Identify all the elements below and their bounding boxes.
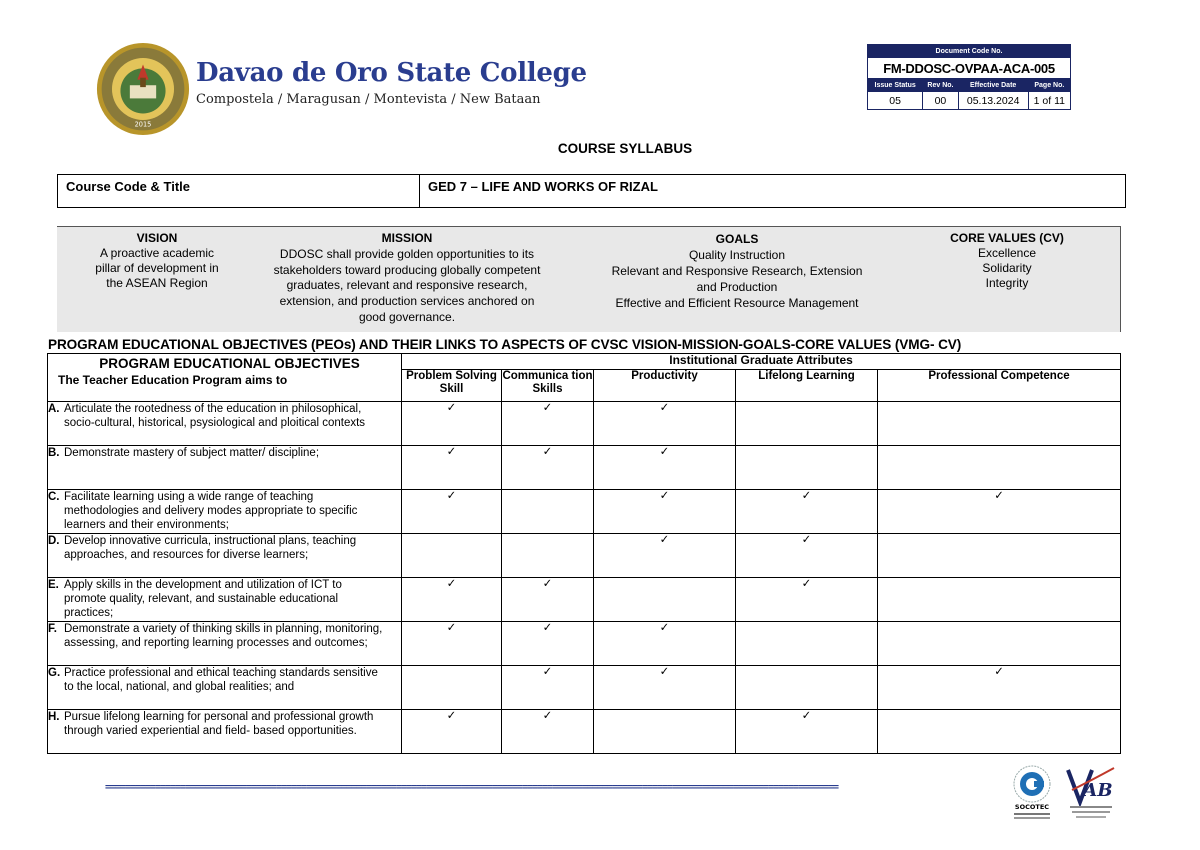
attribute-cell xyxy=(502,446,594,490)
college-name: Davao de Oro State College xyxy=(196,58,587,88)
column-header: Lifelong Learning xyxy=(736,370,878,402)
vision-heading: VISION xyxy=(136,231,178,245)
attribute-cell xyxy=(402,666,502,710)
attribute-cell xyxy=(402,402,502,446)
check-mark-icon: ✓ xyxy=(542,402,553,414)
attribute-cell xyxy=(502,534,594,578)
footer-divider: ================================================================================================================================================== xyxy=(105,783,838,793)
attribute-cell xyxy=(736,666,878,710)
check-mark-icon: ✓ xyxy=(446,578,457,590)
course-label: Course Code & Title xyxy=(58,175,420,207)
goals-line: Quality Instruction xyxy=(688,248,786,262)
objective-letter: F. xyxy=(48,623,57,635)
peo-header-cell xyxy=(48,354,402,402)
objective-cell xyxy=(48,710,402,754)
attribute-cell xyxy=(736,578,878,622)
table-row xyxy=(48,402,1121,446)
mission-line: DDOSC shall provide golden opportunities to its xyxy=(279,246,535,261)
check-mark-icon: ✓ xyxy=(542,446,553,458)
objective-letter: D. xyxy=(48,535,60,547)
attribute-cell xyxy=(402,578,502,622)
attribute-cell xyxy=(594,534,736,578)
objective-cell xyxy=(48,622,402,666)
objective-cell xyxy=(48,402,402,446)
attribute-cell xyxy=(878,490,1121,534)
peo-table xyxy=(47,353,1121,754)
objective-cell xyxy=(48,666,402,710)
mission-heading: MISSION xyxy=(381,231,433,245)
objective-text: Practice professional and ethical teaching standards sensitive to the local, national, and global realities; and xyxy=(64,667,378,693)
check-mark-icon: ✓ xyxy=(994,490,1004,502)
effective-date-label: Effective Date xyxy=(958,79,1028,92)
check-mark-icon: ✓ xyxy=(446,446,457,458)
goals-heading: GOALS xyxy=(715,232,759,246)
attribute-cell xyxy=(878,666,1121,710)
attribute-cell xyxy=(402,710,502,754)
check-mark-icon: ✓ xyxy=(801,534,812,546)
attribute-cell xyxy=(594,578,736,622)
goals-line: Relevant and Responsive Research, Extension xyxy=(611,264,863,278)
column-header: Professional Competence xyxy=(878,370,1121,402)
attribute-cell xyxy=(502,666,594,710)
document-code-box xyxy=(867,44,1071,110)
core-value-item: Integrity xyxy=(985,276,1029,290)
svg-text:AB: AB xyxy=(1083,780,1113,801)
attributes-group-header: Institutional Graduate Attributes xyxy=(402,354,1121,370)
attribute-cell xyxy=(736,710,878,754)
page-no-label: Page No. xyxy=(1028,79,1070,92)
check-mark-icon: ✓ xyxy=(659,490,670,502)
mission-line: graduates, relevant and responsive research, xyxy=(286,278,528,293)
objective-letter: H. xyxy=(48,711,60,723)
mission-block xyxy=(257,231,557,326)
check-mark-icon: ✓ xyxy=(446,490,457,502)
check-mark-icon: ✓ xyxy=(446,402,457,414)
objective-text: Apply skills in the development and utilization of ICT to promote quality, relevant, and sustainable educational practices; xyxy=(64,579,342,619)
attribute-cell xyxy=(502,622,594,666)
column-header: Communica tion Skills xyxy=(502,370,594,402)
doc-code-value: FM-DDOSC-OVPAA-ACA-005 xyxy=(868,58,1071,79)
objective-cell xyxy=(48,534,402,578)
attribute-cell xyxy=(736,534,878,578)
attribute-cell xyxy=(402,534,502,578)
check-mark-icon: ✓ xyxy=(801,710,812,722)
check-mark-icon: ✓ xyxy=(542,710,553,722)
core-values-heading: CORE VALUES (CV) xyxy=(950,231,1064,245)
objective-text: Demonstrate mastery of subject matter/ discipline; xyxy=(64,447,320,459)
check-mark-icon: ✓ xyxy=(801,490,812,502)
column-header: Problem Solving Skill xyxy=(402,370,502,402)
objective-letter: E. xyxy=(48,579,59,591)
attribute-cell xyxy=(878,402,1121,446)
table-row xyxy=(48,622,1121,666)
college-seal-logo xyxy=(96,42,190,136)
check-mark-icon: ✓ xyxy=(659,622,670,634)
attribute-cell xyxy=(502,490,594,534)
attribute-cell xyxy=(502,578,594,622)
objective-text: Pursue lifelong learning for personal and professional growth through varied experiential and field- based opportunities. xyxy=(64,711,374,737)
table-row xyxy=(48,710,1121,754)
check-mark-icon: ✓ xyxy=(542,578,553,590)
attribute-cell xyxy=(878,578,1121,622)
core-values-block xyxy=(917,231,1097,291)
check-mark-icon: ✓ xyxy=(446,710,457,722)
rev-no-label: Rev No. xyxy=(923,79,958,92)
page-no-value: 1 of 11 xyxy=(1028,92,1070,110)
check-mark-icon: ✓ xyxy=(659,402,670,414)
check-mark-icon: ✓ xyxy=(659,534,670,546)
vision-line: A proactive academic xyxy=(99,246,215,260)
goals-line: Effective and Efficient Resource Management xyxy=(615,296,859,310)
course-row xyxy=(57,174,1126,208)
attribute-cell xyxy=(502,710,594,754)
objective-text: Facilitate learning using a wide range of teaching methodologies and delivery modes appropriate to specific learners and their environments; xyxy=(64,491,358,531)
attribute-cell xyxy=(736,446,878,490)
check-mark-icon: ✓ xyxy=(542,622,553,634)
doc-code-label: Document Code No. xyxy=(868,45,1071,58)
peo-header-title: PROGRAM EDUCATIONAL OBJECTIVES xyxy=(99,356,360,371)
effective-date-value: 05.13.2024 xyxy=(958,92,1028,110)
attribute-cell xyxy=(594,666,736,710)
check-mark-icon: ✓ xyxy=(446,622,457,634)
mission-line: extension, and production services anchored on xyxy=(279,294,535,309)
attribute-cell xyxy=(736,622,878,666)
svg-text:2015: 2015 xyxy=(134,120,152,129)
attribute-cell xyxy=(594,710,736,754)
goals-block xyxy=(587,231,887,311)
attribute-cell xyxy=(594,446,736,490)
mission-line: good governance. xyxy=(358,309,456,324)
objective-text: Demonstrate a variety of thinking skills in planning, monitoring, assessing, and reporting learning processes and outcomes; xyxy=(64,623,383,649)
svg-text:SOCOTEC: SOCOTEC xyxy=(1014,803,1050,811)
attribute-cell xyxy=(594,490,736,534)
issue-status-value: 05 xyxy=(868,92,923,110)
socotec-certification-logo xyxy=(1008,760,1056,822)
attribute-cell xyxy=(878,534,1121,578)
attribute-cell xyxy=(594,402,736,446)
attribute-cell xyxy=(594,622,736,666)
objective-letter: C. xyxy=(48,491,60,503)
mission-line: stakeholders toward producing globally competent xyxy=(273,262,541,277)
goals-line: and Production xyxy=(696,280,778,294)
column-header: Productivity xyxy=(594,370,736,402)
objective-text: Develop innovative curricula, instructional plans, teaching approaches, and resources for diverse learners; xyxy=(64,535,357,561)
attribute-cell xyxy=(502,402,594,446)
iab-accreditation-logo xyxy=(1062,760,1120,822)
objective-letter: B. xyxy=(48,447,60,459)
table-row xyxy=(48,446,1121,490)
check-mark-icon: ✓ xyxy=(659,446,670,458)
vmgc-box xyxy=(57,226,1121,332)
check-mark-icon: ✓ xyxy=(542,666,553,678)
table-row xyxy=(48,666,1121,710)
attribute-cell xyxy=(402,622,502,666)
issue-status-label: Issue Status xyxy=(868,79,923,92)
campus-list: Compostela / Maragusan / Montevista / New Bataan xyxy=(196,92,541,107)
objective-letter: A. xyxy=(48,403,60,415)
attribute-cell xyxy=(402,490,502,534)
objective-text: Articulate the rootedness of the education in philosophical, socio-cultural, historical, psysiological and ploitical contexts xyxy=(64,403,366,429)
vision-line: pillar of development in xyxy=(95,261,219,275)
objective-cell xyxy=(48,578,402,622)
attribute-cell xyxy=(736,402,878,446)
core-value-item: Solidarity xyxy=(982,261,1032,275)
attribute-cell xyxy=(736,490,878,534)
attribute-cell xyxy=(878,446,1121,490)
attribute-cell xyxy=(878,710,1121,754)
core-value-item: Excellence xyxy=(977,246,1037,260)
page-title: COURSE SYLLABUS xyxy=(557,141,693,156)
peo-header-subtitle: The Teacher Education Program aims to xyxy=(58,373,288,387)
table-row xyxy=(48,490,1121,534)
check-mark-icon: ✓ xyxy=(659,666,670,678)
attribute-cell xyxy=(402,446,502,490)
rev-no-value: 00 xyxy=(923,92,958,110)
vision-block xyxy=(57,231,257,291)
objective-cell xyxy=(48,446,402,490)
check-mark-icon: ✓ xyxy=(801,578,812,590)
attribute-cell xyxy=(878,622,1121,666)
course-value: GED 7 – LIFE AND WORKS OF RIZAL xyxy=(428,179,658,194)
peo-section-heading: PROGRAM EDUCATIONAL OBJECTIVES (PEOs) AND THEIR LINKS TO ASPECTS OF CVSC VISION-MISSION-GOALS-CORE VALUES (VMG- CV) xyxy=(48,337,962,352)
objective-cell xyxy=(48,490,402,534)
check-mark-icon: ✓ xyxy=(994,666,1004,678)
table-row xyxy=(48,578,1121,622)
objective-letter: G. xyxy=(48,667,61,679)
vision-line: the ASEAN Region xyxy=(106,276,208,290)
peo-table-body xyxy=(48,402,1121,754)
table-row xyxy=(48,534,1121,578)
